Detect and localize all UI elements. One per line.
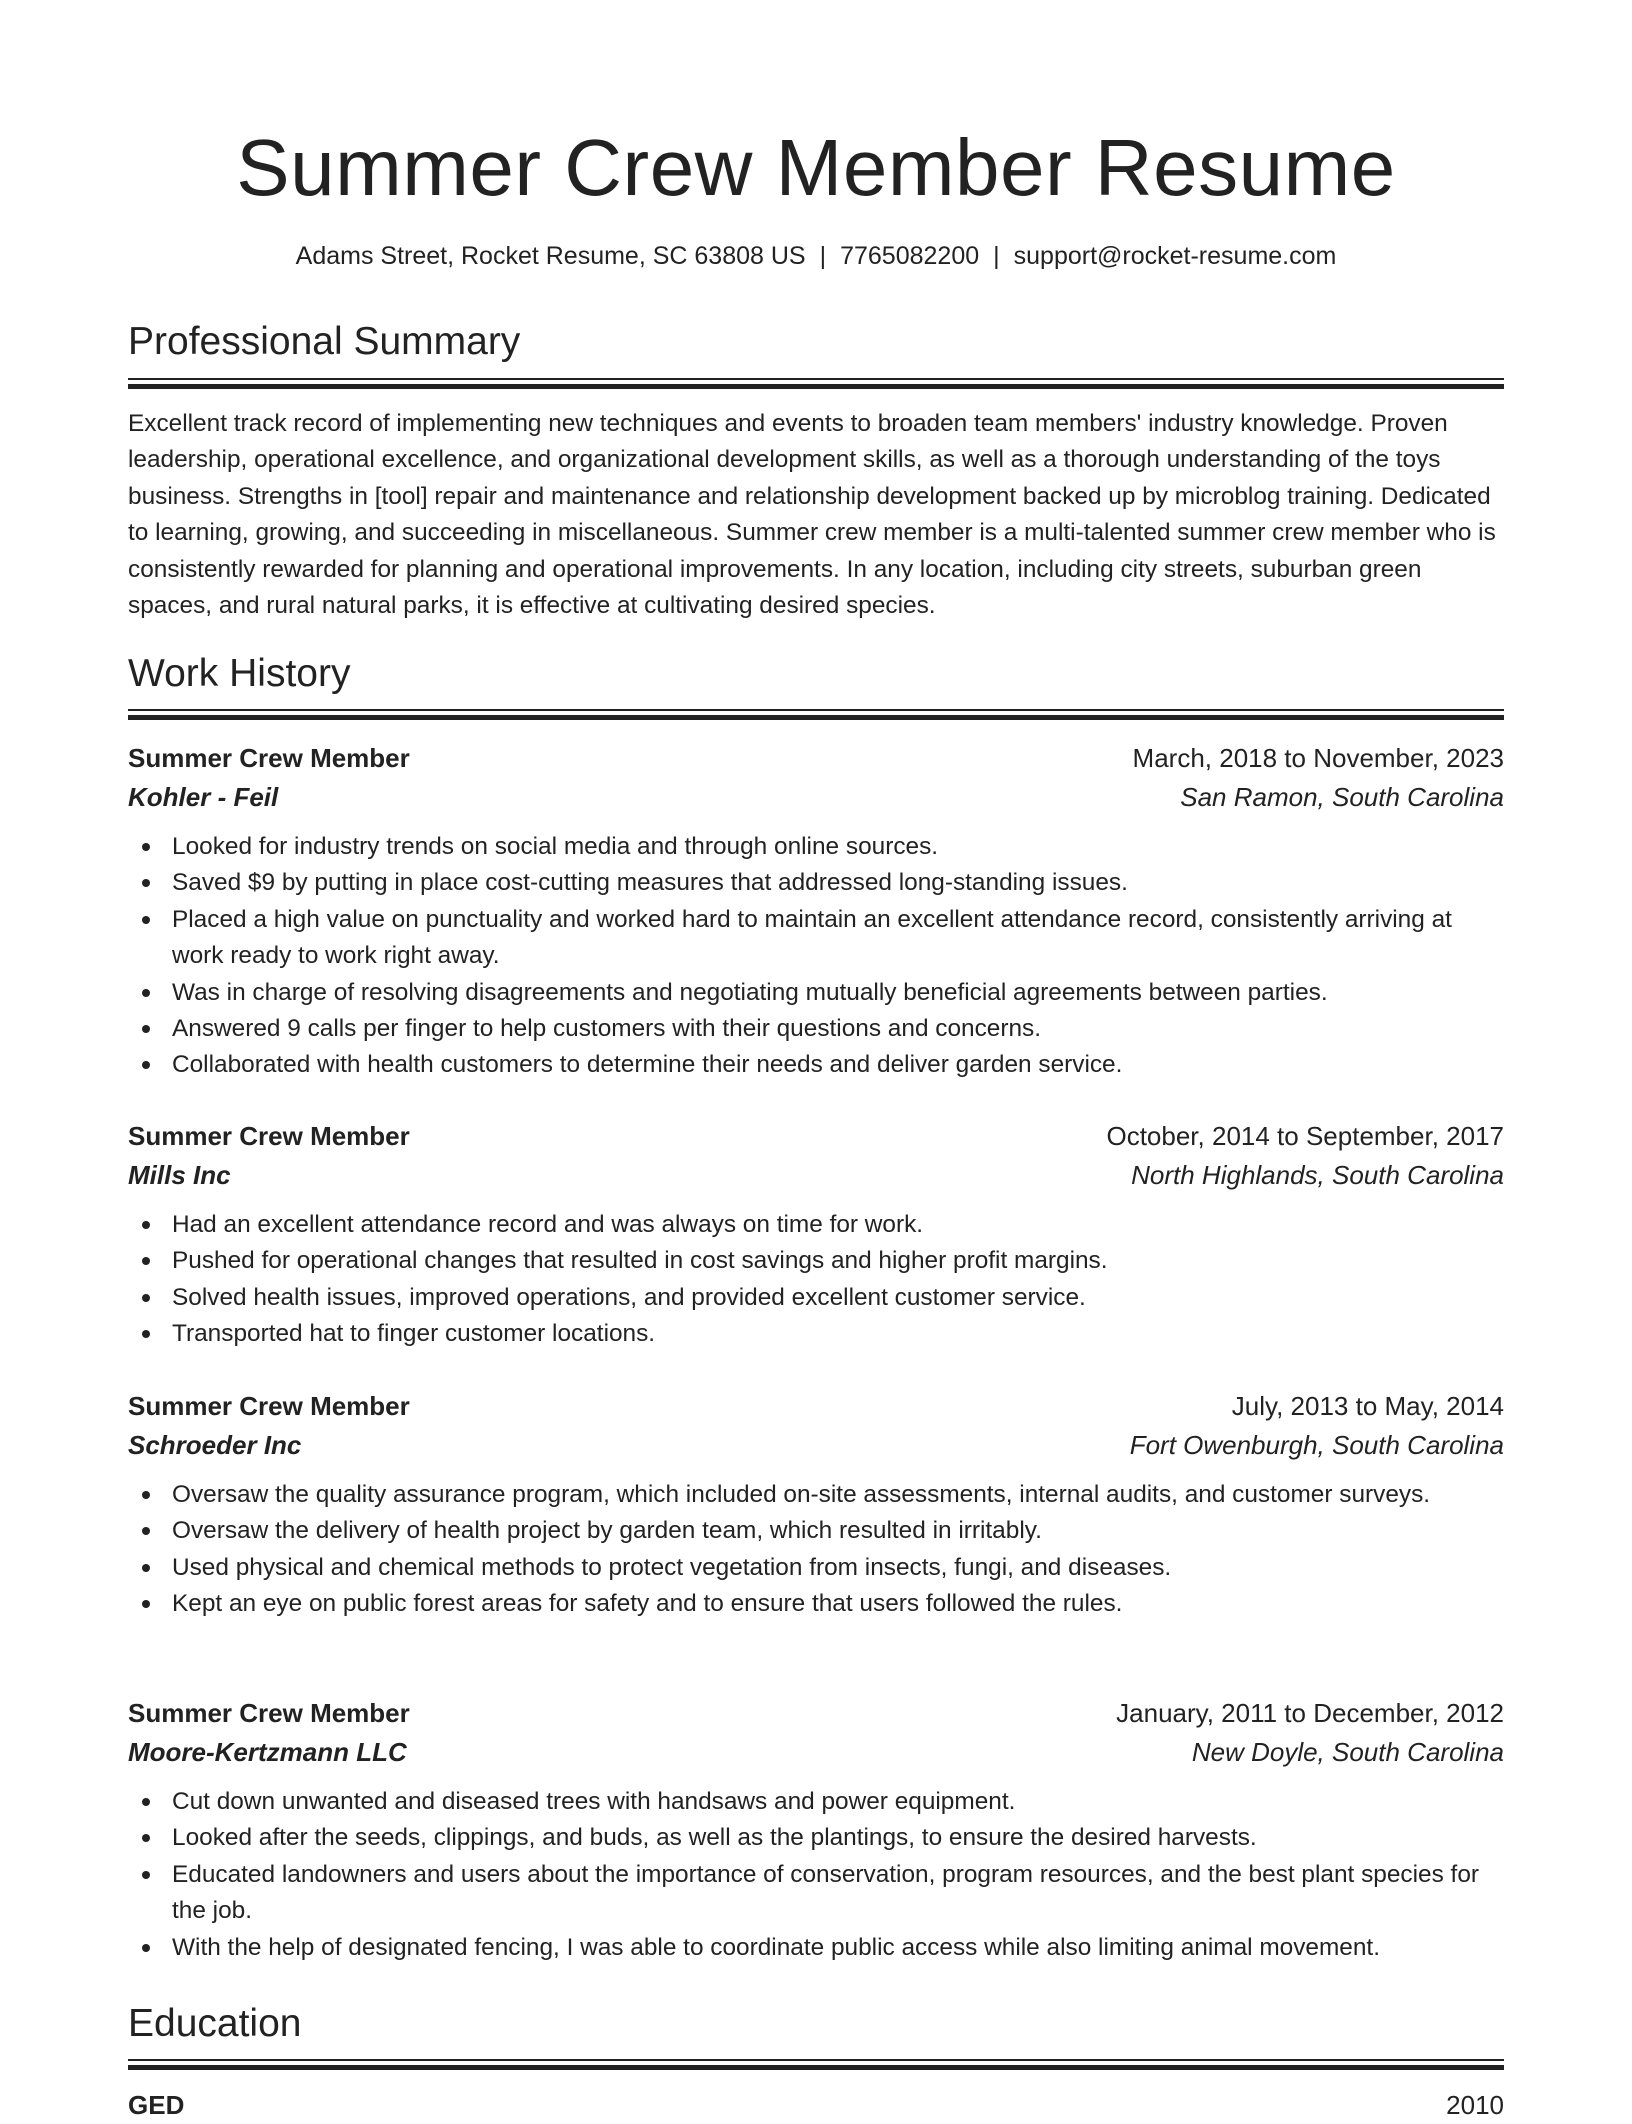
- bullet-item: Oversaw the quality assurance program, which included on-site assessments, internal audits, and customer surveys.: [128, 1477, 1504, 1513]
- contact-email: support@rocket-resume.com: [1013, 242, 1337, 270]
- education-entry: [128, 2086, 1504, 2124]
- job-entry: [128, 1387, 1504, 1623]
- bullet-item: Had an excellent attendance record and was always on time for work.: [128, 1207, 1504, 1243]
- job-company: Moore-Kertzmann LLC: [128, 1737, 407, 1767]
- job-dates: March, 2018 to November, 2023: [1132, 743, 1504, 773]
- job-bullets: [128, 829, 1504, 1084]
- contact-address: Adams Street, Rocket Resume, SC 63808 US: [295, 242, 806, 270]
- job-location: New Doyle, South Carolina: [1191, 1737, 1504, 1767]
- bullet-item: With the help of designated fencing, I was able to coordinate public access while also limiting animal movement.: [128, 1930, 1504, 1966]
- contact-phone: 7765082200: [840, 242, 980, 270]
- bullet-item: Collaborated with health customers to determine their needs and deliver garden service.: [128, 1047, 1504, 1083]
- job-company: Schroeder Inc: [128, 1430, 302, 1460]
- bullet-item: Placed a high value on punctuality and worked hard to maintain an excellent attendance record, consistently arriving at work ready to work right away.: [128, 902, 1504, 975]
- education-degree: GED: [128, 2090, 185, 2120]
- job-dates: July, 2013 to May, 2014: [1231, 1391, 1504, 1421]
- resume-title: Summer Crew Member Resume: [236, 123, 1396, 212]
- summary-heading: Professional Summary: [128, 320, 521, 363]
- job-bullets: [128, 1477, 1504, 1623]
- job-location: Fort Owenburgh, South Carolina: [1129, 1430, 1504, 1460]
- bullet-item: Answered 9 calls per finger to help customers with their questions and concerns.: [128, 1011, 1504, 1047]
- job-dates: October, 2014 to September, 2017: [1106, 1121, 1504, 1151]
- bullet-item: Was in charge of resolving disagreements and negotiating mutually beneficial agreements between parties.: [128, 975, 1504, 1011]
- contact-separator: |: [819, 242, 827, 270]
- job-location: San Ramon, South Carolina: [1180, 782, 1504, 812]
- bullet-item: Kept an eye on public forest areas for safety and to ensure that users followed the rules.: [128, 1586, 1504, 1622]
- bullet-item: Looked after the seeds, clippings, and buds, as well as the plantings, to ensure the desired harvests.: [128, 1820, 1504, 1856]
- education-heading: Education: [128, 2002, 302, 2045]
- job-bullets: [128, 1784, 1504, 1966]
- job-title: Summer Crew Member: [128, 1121, 410, 1151]
- education-divider: [128, 2059, 1504, 2069]
- bullet-item: Pushed for operational changes that resulted in cost savings and higher profit margins.: [128, 1243, 1504, 1279]
- bullet-item: Oversaw the delivery of health project by garden team, which resulted in irritably.: [128, 1513, 1504, 1549]
- contact-line: [128, 239, 1504, 273]
- job-entry: [128, 1117, 1504, 1353]
- contact-separator: |: [993, 242, 1000, 270]
- bullet-item: Educated landowners and users about the importance of conservation, program resources, and the best plant species for the job.: [128, 1857, 1504, 1930]
- job-title: Summer Crew Member: [128, 1391, 410, 1421]
- job-title: Summer Crew Member: [128, 1698, 410, 1728]
- job-bullets: [128, 1207, 1504, 1353]
- job-company: Mills Inc: [128, 1160, 231, 1190]
- job-title: Summer Crew Member: [128, 743, 410, 773]
- education-year: 2010: [1446, 2090, 1504, 2120]
- bullet-item: Cut down unwanted and diseased trees with handsaws and power equipment.: [128, 1784, 1504, 1820]
- summary-divider: [128, 378, 1504, 388]
- work-history-divider: [128, 709, 1504, 719]
- bullet-item: Used physical and chemical methods to protect vegetation from insects, fungi, and diseases.: [128, 1550, 1504, 1586]
- job-entry: [128, 1694, 1504, 1966]
- bullet-item: Saved $9 by putting in place cost-cutting measures that addressed long-standing issues.: [128, 865, 1504, 901]
- job-dates: January, 2011 to December, 2012: [1116, 1698, 1504, 1728]
- work-history-heading: Work History: [128, 652, 351, 695]
- bullet-item: Looked for industry trends on social media and through online sources.: [128, 829, 1504, 865]
- bullet-item: Transported hat to finger customer locations.: [128, 1316, 1504, 1352]
- job-entry: [128, 739, 1504, 1084]
- job-company: Kohler - Feil: [128, 782, 279, 812]
- summary-text: Excellent track record of implementing new techniques and events to broaden team members' industry knowledge. Proven leadership, operational excellence, and organizational development skills, as well as a thorough understanding of the toys business. Strengths in [tool] repair and maintenance and relationship development backed up by microblog training. Dedicated to learning, growing, and succeeding in miscellaneous. Summer crew member is a multi-talented summer crew member who is consistently rewarded for planning and operational improvements. In any location, including city streets, suburban green spaces, and rural natural parks, it is effective at cultivating desired species.: [128, 410, 1496, 620]
- job-location: North Highlands, South Carolina: [1131, 1160, 1504, 1190]
- bullet-item: Solved health issues, improved operations, and provided excellent customer service.: [128, 1280, 1504, 1316]
